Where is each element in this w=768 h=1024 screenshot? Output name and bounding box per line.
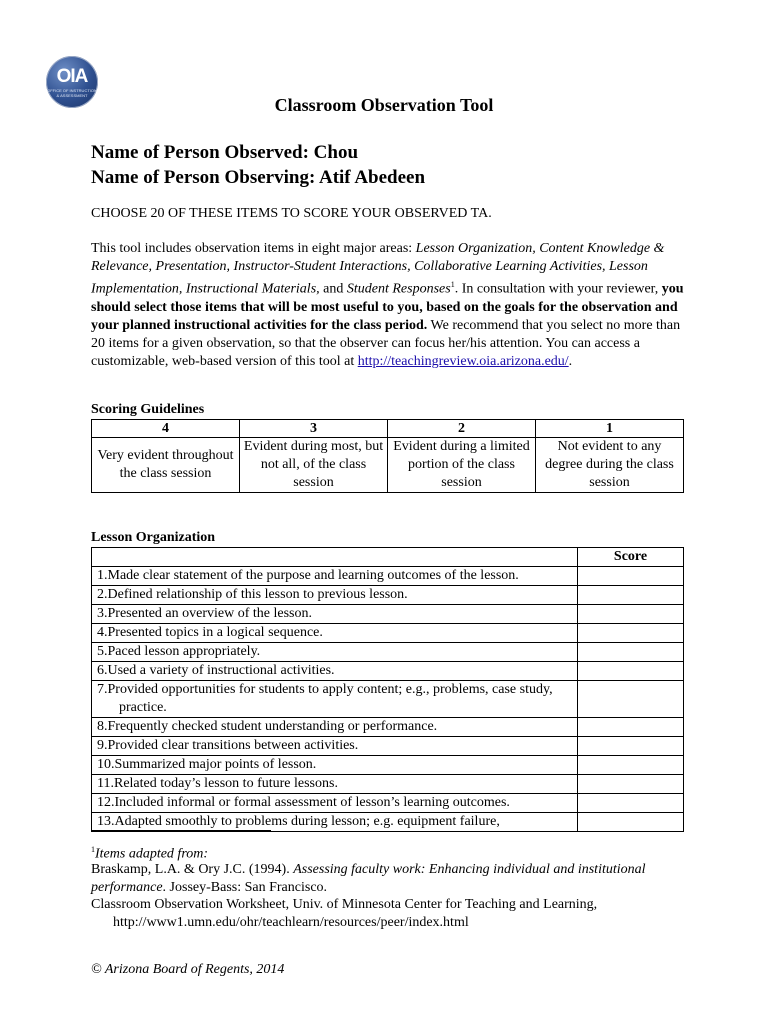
table-row: [92, 756, 684, 775]
intro-and: and: [319, 281, 347, 297]
intro-areas-1: Lesson Organization, Content Knowledge & Relevance, Presentation, Instructor-Student Interactions, Collaborative Learning Activities, Lesson Implementation, Instructional Materials,: [91, 241, 665, 297]
intro-bold: you should select those items that will be most useful to you, based on the goals for the observation and your planned instructional activities for the class period.: [91, 281, 684, 333]
intro-end: .: [568, 353, 573, 369]
table-row: [92, 718, 684, 737]
lesson-item-text: Related today’s lesson to future lessons.: [113, 776, 338, 791]
footnote-label-mark: 1: [91, 845, 95, 854]
table-row: [92, 643, 684, 662]
scoring-guidelines-table: [91, 419, 684, 493]
score-cell[interactable]: [578, 567, 684, 586]
table-row: [92, 681, 684, 718]
lesson-item-text: Frequently checked student understanding or performance.: [107, 719, 438, 734]
lesson-item-text: Presented topics in a logical sequence.: [107, 625, 323, 640]
score-cell[interactable]: [578, 756, 684, 775]
table-row: [92, 605, 684, 624]
lesson-item: [92, 643, 578, 662]
lesson-item-number: 7.: [97, 682, 108, 697]
footnote-mark: 1: [450, 280, 455, 289]
table-row: [92, 794, 684, 813]
score-column-header: Score: [578, 548, 684, 567]
lesson-item: [92, 624, 578, 643]
ref1-title: Assessing faculty work: Enhancing individual and institutional performance: [91, 862, 646, 895]
lesson-item: [92, 775, 578, 794]
score-cell[interactable]: [578, 737, 684, 756]
footnote-label-text: Items adapted from:: [95, 846, 209, 862]
footnote-ref-1: [91, 861, 691, 897]
footnote-divider: [91, 830, 271, 831]
lesson-item-number: 5.: [97, 644, 108, 659]
score-cell[interactable]: [578, 718, 684, 737]
web-version-link[interactable]: http://teachingreview.oia.arizona.edu/: [357, 353, 569, 369]
lesson-organization-table: [91, 547, 684, 832]
lesson-item-text: Paced lesson appropriately.: [107, 644, 261, 659]
item-header-empty: [92, 548, 578, 567]
lesson-item-number: 4.: [97, 625, 108, 640]
score-cell[interactable]: [578, 775, 684, 794]
lesson-item: [92, 605, 578, 624]
score-header-3: 3: [240, 420, 388, 438]
lesson-organization-heading: Lesson Organization: [91, 530, 216, 545]
lesson-item-number: 10.: [97, 757, 115, 772]
lesson-item: [92, 737, 578, 756]
score-cell[interactable]: [578, 624, 684, 643]
lesson-item-number: 8.: [97, 719, 108, 734]
ref1-authors: Braskamp, L.A. & Ory J.C. (1994).: [91, 862, 294, 877]
lesson-item-text: Used a variety of instructional activities.: [107, 663, 335, 678]
instruction-text: CHOOSE 20 OF THESE ITEMS TO SCORE YOUR OBSERVED TA.: [91, 206, 492, 221]
score-description-4: Very evident throughout the class session: [92, 438, 240, 493]
table-row: [92, 624, 684, 643]
lesson-item-number: 3.: [97, 606, 108, 621]
lesson-item-number: 2.: [97, 587, 108, 602]
lesson-item-text: Provided opportunities for students to apply content; e.g., problems, case study, practice.: [107, 682, 553, 715]
score-cell[interactable]: [578, 681, 684, 718]
lesson-item: [92, 681, 578, 718]
intro-paragraph: [91, 240, 686, 371]
table-row: [92, 567, 684, 586]
intro-text-2: . In consultation with your reviewer,: [454, 281, 662, 297]
score-cell[interactable]: [578, 605, 684, 624]
lesson-item-number: 6.: [97, 663, 108, 678]
document-title: Classroom Observation Tool: [274, 95, 494, 115]
score-description-3: Evident during most, but not all, of the class session: [240, 438, 388, 493]
lesson-item: [92, 756, 578, 775]
logo-text: OIA: [56, 66, 88, 87]
lesson-item-text: Summarized major points of lesson.: [114, 757, 317, 772]
lesson-item-text: Adapted smoothly to problems during lesson; e.g. equipment failure,: [114, 814, 500, 829]
intro-text-1: This tool includes observation items in eight major areas:: [91, 241, 416, 256]
person-observed: Name of Person Observed: Chou: [91, 142, 359, 163]
score-header-1: 1: [536, 420, 684, 438]
lesson-item-number: 11.: [97, 776, 114, 791]
score-description-2: Evident during a limited portion of the class session: [388, 438, 536, 493]
lesson-item-number: 12.: [97, 795, 115, 810]
lesson-item-number: 1.: [97, 568, 108, 583]
lesson-item-text: Made clear statement of the purpose and learning outcomes of the lesson.: [107, 568, 519, 583]
intro-areas-2: Student Responses: [346, 281, 451, 297]
score-description-1: Not evident to any degree during the class session: [536, 438, 684, 493]
lesson-item-text: Provided clear transitions between activities.: [107, 738, 359, 753]
lesson-item-number: 13.: [97, 814, 115, 829]
lesson-item: [92, 794, 578, 813]
table-row: [92, 737, 684, 756]
score-cell[interactable]: [578, 662, 684, 681]
ref1-publisher: . Jossey-Bass: San Francisco.: [162, 880, 328, 895]
lesson-item-text: Defined relationship of this lesson to previous lesson.: [107, 587, 408, 602]
ref2-text: Classroom Observation Worksheet, Univ. of Minnesota Center for Teaching and Learning,: [91, 897, 598, 912]
table-row: [92, 662, 684, 681]
footnote-ref-2: [91, 896, 691, 932]
lesson-item-text: Included informal or formal assessment of lesson’s learning outcomes.: [114, 795, 510, 810]
score-header-4: 4: [92, 420, 240, 438]
person-observing: Name of Person Observing: Atif Abedeen: [91, 167, 426, 188]
ref2-url: http://www1.umn.edu/ohr/teachlearn/resources/peer/index.html: [113, 915, 469, 930]
table-row: [92, 586, 684, 605]
logo-subtext: OFFICE OF INSTRUCTION & ASSESSMENT: [47, 88, 97, 98]
scoring-guidelines-heading: Scoring Guidelines: [91, 402, 205, 417]
score-header-2: 2: [388, 420, 536, 438]
lesson-item: [92, 567, 578, 586]
table-row: [92, 813, 684, 832]
lesson-item-text: Presented an overview of the lesson.: [107, 606, 312, 621]
table-row: [92, 775, 684, 794]
lesson-item: [92, 813, 578, 832]
intro-text-3: We recommend that you select no more than 20 items for a given observation, so that the observer can focus her/his attention. You can access a customizable, web-based version of this tool at: [91, 317, 681, 369]
score-cell[interactable]: [578, 643, 684, 662]
score-cell[interactable]: [578, 586, 684, 605]
lesson-item: [92, 662, 578, 681]
score-cell[interactable]: [578, 794, 684, 813]
score-cell[interactable]: [578, 813, 684, 832]
copyright-text: © Arizona Board of Regents, 2014: [91, 962, 285, 977]
lesson-item-number: 9.: [97, 738, 108, 753]
lesson-item: [92, 718, 578, 737]
lesson-item: [92, 586, 578, 605]
